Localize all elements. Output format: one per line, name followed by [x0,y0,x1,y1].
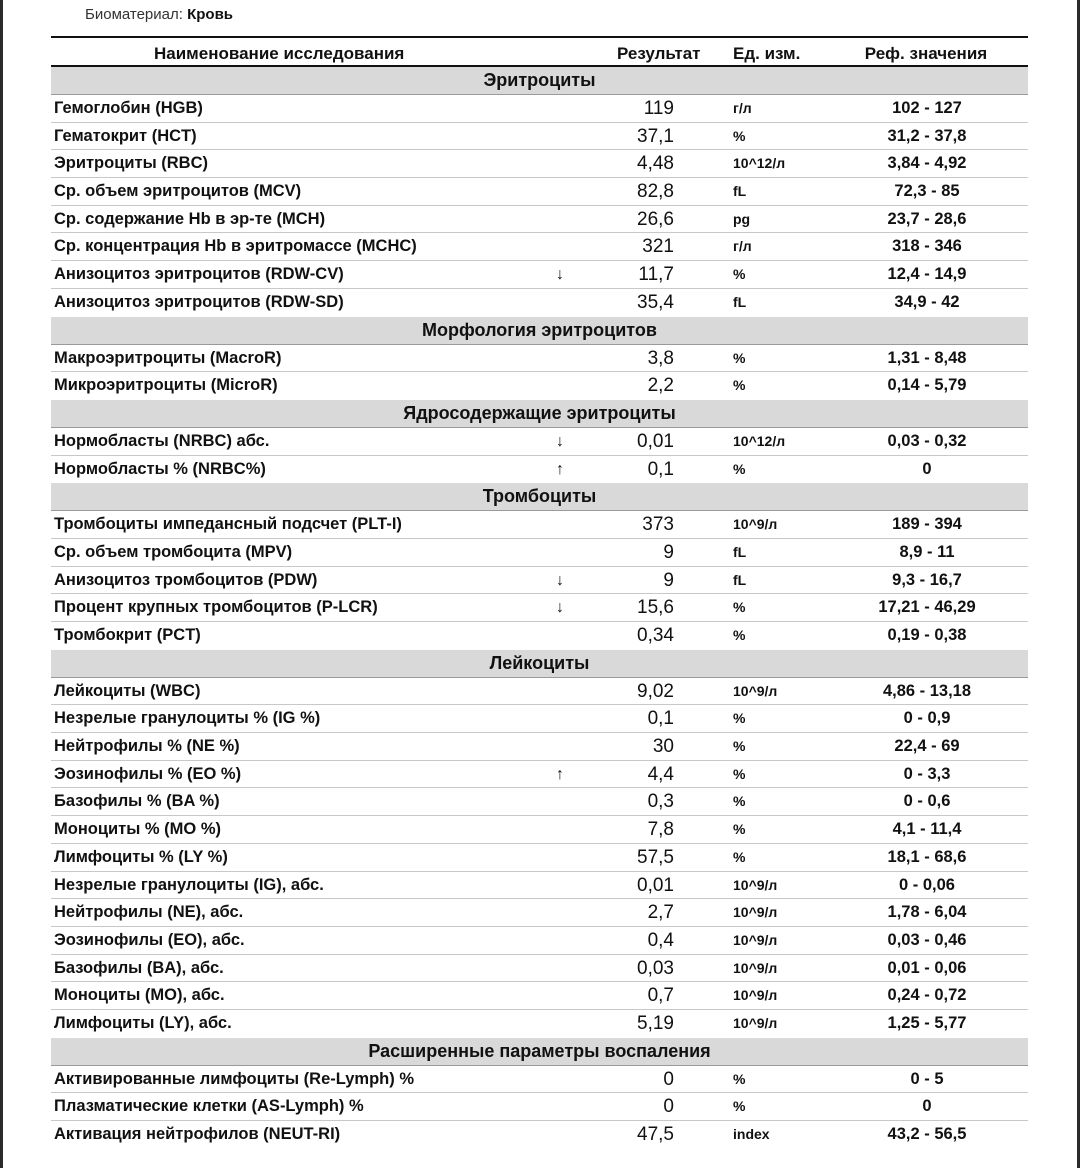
reference-range: 0 [922,1097,932,1116]
column-header-name: Наименование исследования [154,44,405,63]
test-name: Микроэритроциты (MicroR) [54,376,278,395]
test-name: Нейтрофилы (NE), абс. [54,903,244,922]
section [51,400,1028,483]
test-name: Анизоцитоз эритроцитов (RDW-SD) [54,292,344,311]
test-unit: % [733,765,746,782]
test-name: Лейкоциты (WBC) [54,681,201,700]
test-result: 9,02 [637,680,674,702]
test-name: Макроэритроциты (MacroR) [54,348,282,367]
column-header-unit: Ед. изм. [733,44,801,63]
section [51,1038,1028,1149]
test-unit: 10^12/л [733,155,786,172]
section-header: Лейкоциты [51,650,1028,678]
column-header-ref: Реф. значения [864,44,988,63]
test-result: 7,8 [647,819,674,841]
test-name: Незрелые гранулоциты % (IG %) [54,709,321,728]
test-unit: % [733,266,746,283]
test-result: 4,48 [637,153,674,175]
flag-arrow-icon: ↓ [556,432,564,450]
test-unit: index [733,1126,770,1142]
test-result: 26,6 [637,208,674,230]
table-row [51,123,1028,151]
table-row [51,1121,1028,1149]
test-unit: % [733,349,746,366]
table-row [51,150,1028,178]
test-result: 47,5 [637,1124,674,1145]
test-unit: fL [733,183,747,200]
page-left-border [0,0,3,1168]
flag-arrow-icon: ↓ [556,266,564,284]
table-row [51,428,1028,456]
flag-arrow-icon: ↓ [556,599,564,617]
reference-range: 0,03 - 0,32 [887,431,967,450]
reference-range: 0 - 0,6 [903,792,951,811]
section-header: Эритроциты [51,67,1028,95]
reference-range: 23,7 - 28,6 [887,209,967,228]
reference-range: 18,1 - 68,6 [887,847,967,866]
test-name: Нейтрофилы % (NE %) [54,737,240,756]
test-name: Нормобласты (NRBC) абс. [54,431,270,450]
reference-range: 8,9 - 11 [899,542,955,561]
test-unit: % [733,599,746,616]
test-result: 11,7 [638,264,674,286]
reference-range: 12,4 - 14,9 [887,265,967,284]
reference-range: 0 - 0,06 [899,875,955,894]
test-name: Анизоцитоз тромбоцитов (PDW) [54,570,318,589]
test-unit: % [733,627,746,643]
test-unit: г/л [733,238,752,255]
test-unit: % [733,738,746,755]
test-result: 373 [642,514,674,536]
table-row [51,927,1028,955]
reference-range: 0,14 - 5,79 [887,376,967,395]
test-result: 0,1 [647,458,674,480]
section [51,483,1028,649]
test-result: 0 [663,1068,674,1090]
section [51,650,1028,1038]
reference-range: 318 - 346 [892,237,962,256]
test-name: Анизоцитоз эритроцитов (RDW-CV) [54,265,344,284]
reference-range: 4,1 - 11,4 [892,820,962,839]
test-result: 0,34 [637,625,674,646]
table-row [51,982,1028,1010]
test-result: 9 [663,569,674,591]
reference-range: 0,01 - 0,06 [887,958,967,977]
section-header: Морфология эритроцитов [51,317,1028,345]
test-unit: % [733,127,746,144]
test-name: Ср. объем эритроцитов (MCV) [54,182,302,201]
biomaterial-line [85,6,233,23]
test-name: Ср. содержание Hb в эр-те (MCH) [54,209,326,228]
table-row [51,899,1028,927]
section-header: Тромбоциты [51,483,1028,511]
test-unit: % [733,710,746,727]
test-result: 0,01 [637,874,674,896]
test-result: 35,4 [637,291,674,313]
table-row [51,622,1028,650]
table-row [51,1066,1028,1094]
table-row [51,539,1028,567]
test-name: Активированные лимфоциты (Re-Lymph) % [54,1069,414,1088]
test-unit: % [733,1098,746,1115]
table-row [51,206,1028,234]
test-unit: 10^9/л [733,516,778,533]
test-name: Базофилы (BA), абс. [54,958,224,977]
table-row [51,1010,1028,1038]
test-unit: 10^9/л [733,931,778,948]
test-result: 0,7 [647,985,674,1007]
test-unit: 10^9/л [733,876,778,893]
test-name: Ср. концентрация Hb в эритромассе (MCHC) [54,237,417,256]
table-row [51,761,1028,789]
test-unit: fL [733,571,747,588]
test-unit: pg [733,210,751,227]
flag-arrow-icon: ↑ [556,460,564,478]
table-row [51,289,1028,317]
test-result: 0,01 [637,430,674,452]
table-row [51,233,1028,261]
test-unit: % [733,460,746,477]
reference-range: 3,84 - 4,92 [887,154,967,173]
reference-range: 0 - 3,3 [903,764,951,783]
table-body [51,67,1028,1149]
test-unit: г/л [733,100,752,116]
test-unit: 10^9/л [733,1014,778,1031]
reference-range: 43,2 - 56,5 [887,1125,967,1143]
test-name: Плазматические клетки (AS-Lymph) % [54,1097,364,1116]
test-result: 9 [663,541,674,563]
test-name: Нормобласты % (NRBC%) [54,459,266,478]
test-name: Тромбокрит (PCT) [54,626,201,644]
test-name: Лимфоциты % (LY %) [54,847,228,866]
test-name: Активация нейтрофилов (NEUT-RI) [54,1125,341,1143]
test-result: 119 [643,98,674,119]
section [51,67,1028,317]
test-result: 2,2 [647,375,674,397]
test-name: Моноциты % (MO %) [54,820,221,839]
test-unit: 10^9/л [733,987,778,1004]
table-row [51,872,1028,900]
test-name: Базофилы % (BA %) [54,792,220,811]
reference-range: 22,4 - 69 [894,737,960,756]
test-name: Эритроциты (RBC) [54,154,208,173]
test-result: 2,7 [647,902,674,924]
table-row [51,261,1028,289]
table-row [51,705,1028,733]
results-table [51,36,1028,1149]
test-name: Ср. объем тромбоцита (MPV) [54,542,293,561]
reference-range: 0,03 - 0,46 [887,930,967,949]
test-unit: 10^9/л [733,682,778,699]
table-row [51,844,1028,872]
test-unit: fL [733,293,747,310]
test-result: 30 [652,736,674,758]
test-unit: % [733,377,746,394]
table-row [51,594,1028,622]
table-row [51,456,1028,484]
test-name: Гемоглобин (HGB) [54,99,203,117]
table-row [51,788,1028,816]
reference-range: 17,21 - 46,29 [878,598,976,617]
table-row [51,95,1028,123]
test-unit: 10^9/л [733,959,778,976]
test-unit: % [733,848,746,865]
reference-range: 0 [922,459,932,478]
test-name: Незрелые гранулоциты (IG), абс. [54,875,324,894]
test-result: 4,4 [647,763,674,785]
test-name: Лимфоциты (LY), абс. [54,1013,232,1032]
reference-range: 0 - 0,9 [903,709,951,728]
test-unit: 10^12/л [733,432,786,449]
test-name: Эозинофилы (EO), абс. [54,930,245,949]
test-unit: 10^9/л [733,904,778,921]
reference-range: 1,25 - 5,77 [887,1013,967,1032]
test-result: 0,4 [647,929,674,951]
test-unit: % [733,821,746,838]
reference-range: 0,19 - 0,38 [887,626,967,644]
test-result: 82,8 [637,181,674,203]
table-row [51,511,1028,539]
table-row [51,955,1028,983]
reference-range: 189 - 394 [892,515,962,534]
test-result: 0 [663,1096,674,1118]
test-unit: fL [733,543,747,560]
test-result: 0,03 [637,957,674,979]
section-header: Ядросодержащие эритроциты [51,400,1028,428]
reference-range: 1,31 - 8,48 [887,348,967,367]
test-name: Тромбоциты импедансный подсчет (PLT-I) [54,515,402,534]
reference-range: 4,86 - 13,18 [882,681,972,700]
test-name: Моноциты (MO), абс. [54,986,225,1005]
test-result: 3,8 [647,347,674,369]
table-row [51,178,1028,206]
biomaterial-value: Кровь [187,6,234,23]
table-row [51,567,1028,595]
test-result: 321 [642,236,674,258]
test-name: Процент крупных тромбоцитов (P-LCR) [54,598,378,617]
reference-range: 34,9 - 42 [894,292,960,311]
column-header-result: Результат [617,44,701,63]
reference-range: 102 - 127 [892,99,962,117]
test-result: 0,1 [647,708,674,730]
test-name: Эозинофилы % (EO %) [54,764,242,783]
table-row [51,678,1028,706]
flag-arrow-icon: ↓ [556,571,564,589]
test-name: Гематокрит (HCT) [54,126,197,145]
test-result: 15,6 [637,597,674,619]
reference-range: 31,2 - 37,8 [887,126,967,145]
reference-range: 0,24 - 0,72 [887,986,967,1005]
flag-arrow-icon: ↑ [556,765,564,783]
test-result: 37,1 [637,125,674,147]
biomaterial-label: Биоматериал: [85,6,183,23]
reference-range: 0 - 5 [910,1069,944,1088]
table-row [51,816,1028,844]
table-header [51,36,1028,67]
table-row [51,733,1028,761]
reference-range: 72,3 - 85 [894,182,960,201]
test-result: 57,5 [637,846,674,868]
reference-range: 1,78 - 6,04 [887,903,967,922]
section-header: Расширенные параметры воспаления [51,1038,1028,1066]
table-row [51,345,1028,373]
table-row [51,372,1028,400]
test-result: 0,3 [647,791,674,813]
test-unit: % [733,793,746,810]
table-row [51,1093,1028,1121]
reference-range: 9,3 - 16,7 [892,570,962,589]
test-unit: % [733,1070,746,1087]
section [51,317,1028,400]
test-result: 5,19 [637,1012,674,1034]
